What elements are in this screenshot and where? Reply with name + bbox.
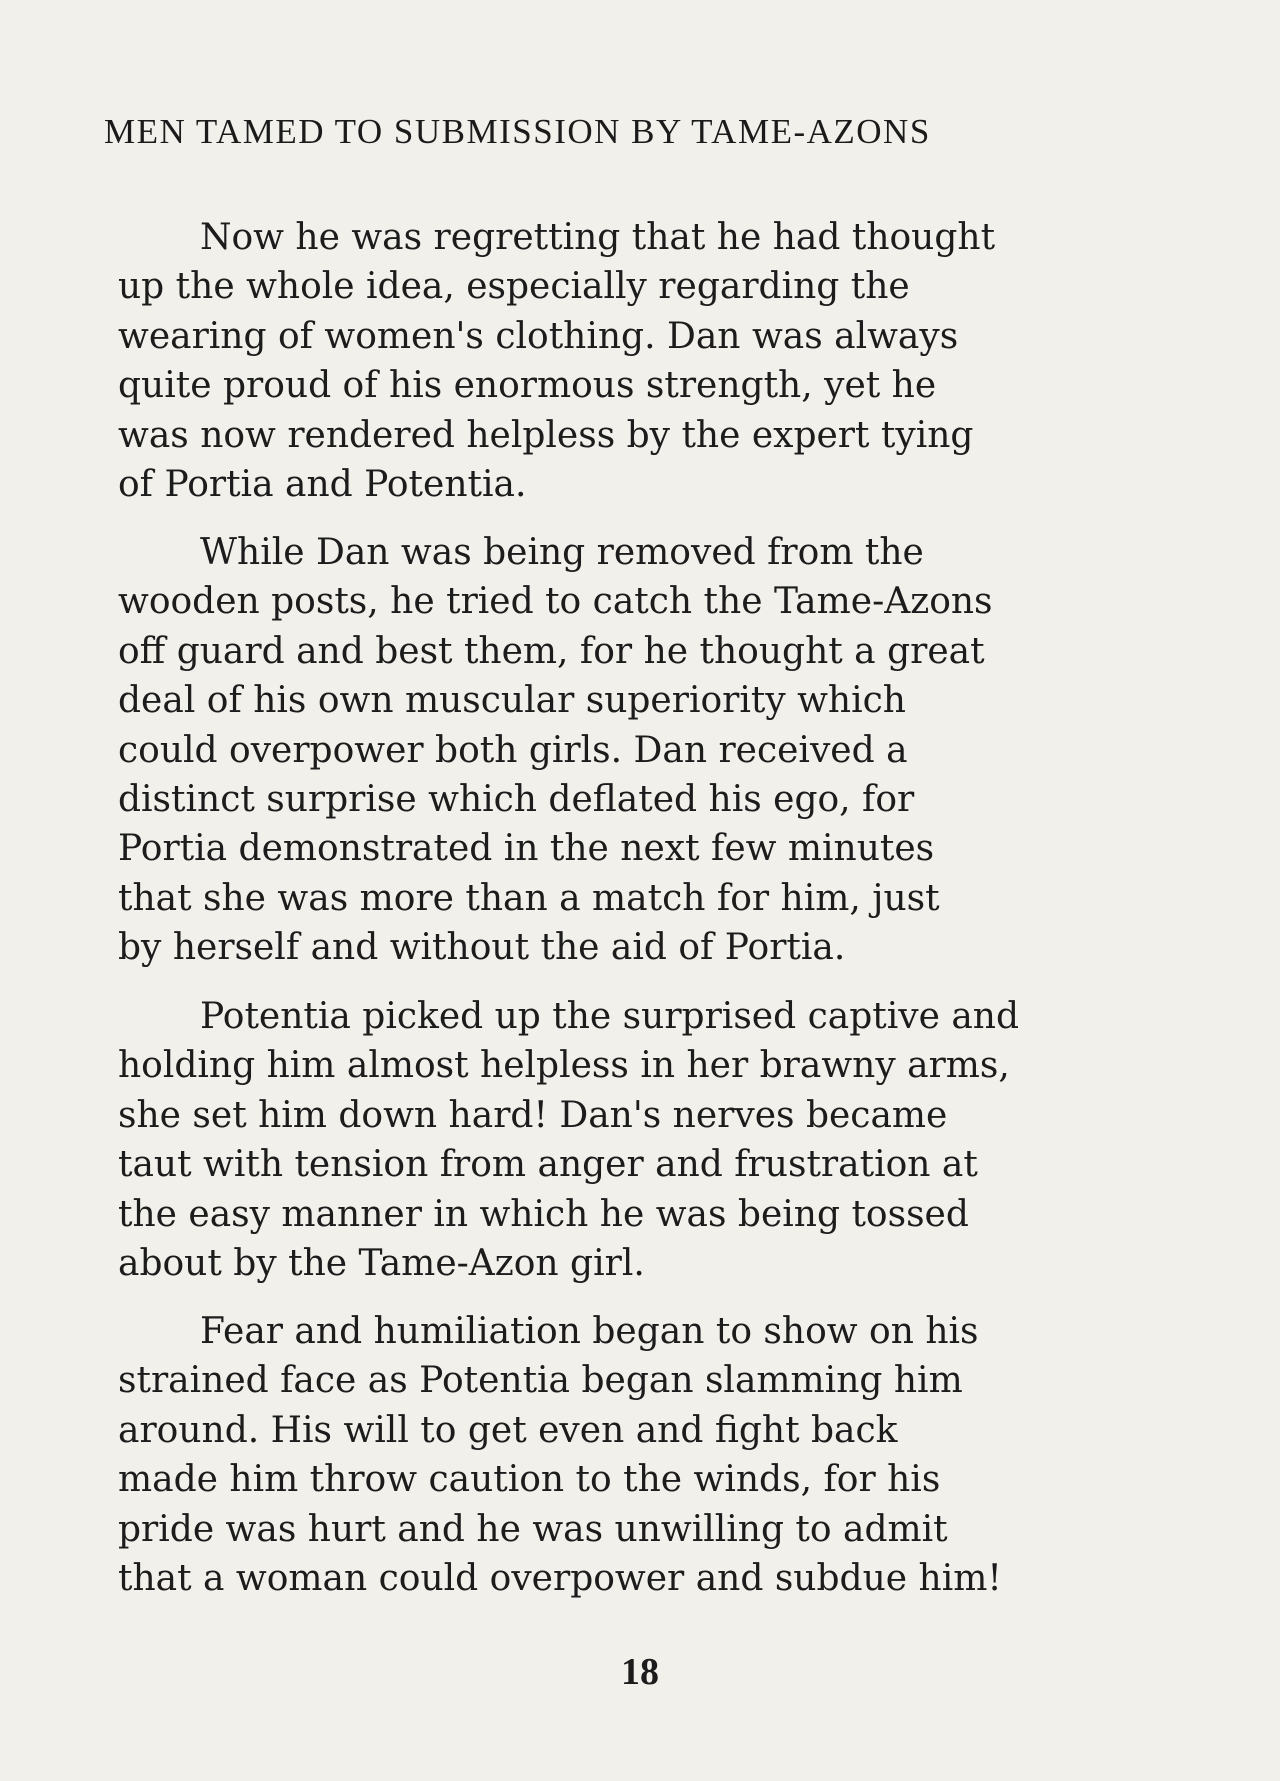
text-line: Portia demonstrated in the next few minutes: [118, 828, 935, 870]
text-line: that a woman could overpower and subdue him!: [118, 1558, 1002, 1600]
text-line: holding him almost helpless in her brawny arms,: [118, 1045, 1010, 1087]
text-line: deal of his own muscular superiority which: [118, 680, 906, 722]
text-line: was now rendered helpless by the expert tying: [118, 414, 974, 456]
text-line: the easy manner in which he was being tossed: [118, 1193, 969, 1235]
text-line: that she was more than a match for him, just: [118, 877, 940, 919]
text-line: about by the Tame-Azon girl.: [118, 1243, 645, 1285]
text-line: off guard and best them, for he thought a great: [118, 630, 985, 672]
text-line: strained face as Potentia began slamming him: [118, 1360, 963, 1402]
text-line: wearing of women's clothing. Dan was always: [118, 315, 959, 357]
text-line: by herself and without the aid of Portia.: [118, 927, 846, 969]
text-line: up the whole idea, especially regarding the: [118, 266, 910, 308]
text-line: Potentia picked up the surprised captive and: [200, 996, 1020, 1037]
text-line: Fear and humiliation began to show on his: [200, 1311, 979, 1352]
paragraph-2: [118, 528, 993, 973]
text-line: distinct surprise which deflated his ego, for: [118, 779, 915, 821]
running-header: MEN TAMED TO SUBMISSION BY TAME-AZONS: [104, 112, 931, 151]
text-line: wooden posts, he tried to catch the Tame-Azons: [118, 581, 993, 623]
text-line: of Portia and Potentia.: [118, 464, 527, 506]
paragraph-1: [118, 213, 995, 509]
paragraph-4: [118, 1307, 1002, 1603]
text-line: While Dan was being removed from the: [200, 532, 924, 573]
text-line: around. His will to get even and fight back: [118, 1409, 898, 1451]
text-line: could overpower both girls. Dan received a: [118, 729, 908, 771]
text-line: she set him down hard! Dan's nerves became: [118, 1094, 948, 1136]
text-line: quite proud of his enormous strength, yet he: [118, 365, 937, 407]
text-line: taut with tension from anger and frustration at: [118, 1144, 978, 1186]
text-line: pride was hurt and he was unwilling to admit: [118, 1508, 948, 1550]
text-line: Now he was regretting that he had thought: [200, 217, 996, 258]
paragraph-3: [118, 992, 1019, 1288]
page-number: 18: [621, 1651, 659, 1693]
text-line: made him throw caution to the winds, for his: [118, 1459, 941, 1501]
